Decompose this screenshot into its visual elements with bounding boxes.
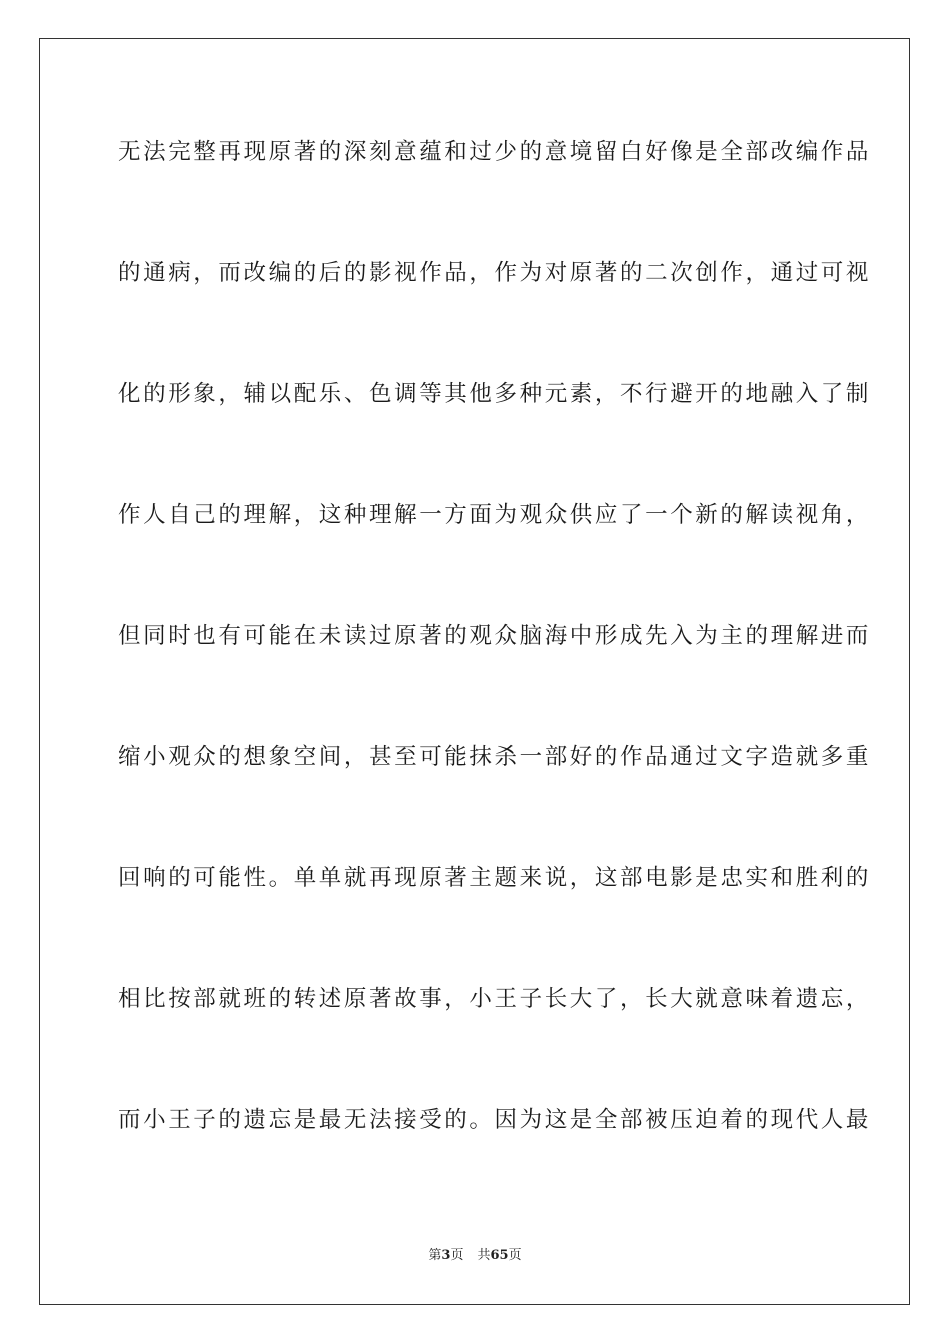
text-line: 的通病，而改编的后的影视作品，作为对原著的二次创作，通过可视 [118,260,872,286]
text-line: 化的形象，辅以配乐、色调等其他多种元素，不行避开的地融入了制 [118,381,872,407]
page-number: 3 [441,1248,451,1263]
text-line: 相比按部就班的转述原著故事，小王子长大了，长大就意味着遗忘， [118,986,872,1012]
total-prefix: 共 [477,1248,491,1263]
document-body [118,122,872,1211]
text-line: 作人自己的理解，这种理解一方面为观众供应了一个新的解读视角， [118,502,872,528]
page-suffix: 页 [450,1248,464,1263]
text-line: 缩小观众的想象空间，甚至可能抹杀一部好的作品通过文字造就多重 [118,744,872,770]
total-suffix: 页 [508,1248,522,1263]
text-line: 但同时也有可能在未读过原著的观众脑海中形成先入为主的理解进而 [118,623,872,649]
text-line: 回响的可能性。单单就再现原著主题来说，这部电影是忠实和胜利的 [118,865,872,891]
total-pages: 65 [490,1248,509,1263]
page-prefix: 第 [428,1248,442,1263]
page-footer [0,1246,950,1266]
text-line: 无法完整再现原著的深刻意蕴和过少的意境留白好像是全部改编作品 [118,139,872,165]
text-line: 而小王子的遗忘是最无法接受的。因为这是全部被压迫着的现代人最 [118,1107,872,1133]
